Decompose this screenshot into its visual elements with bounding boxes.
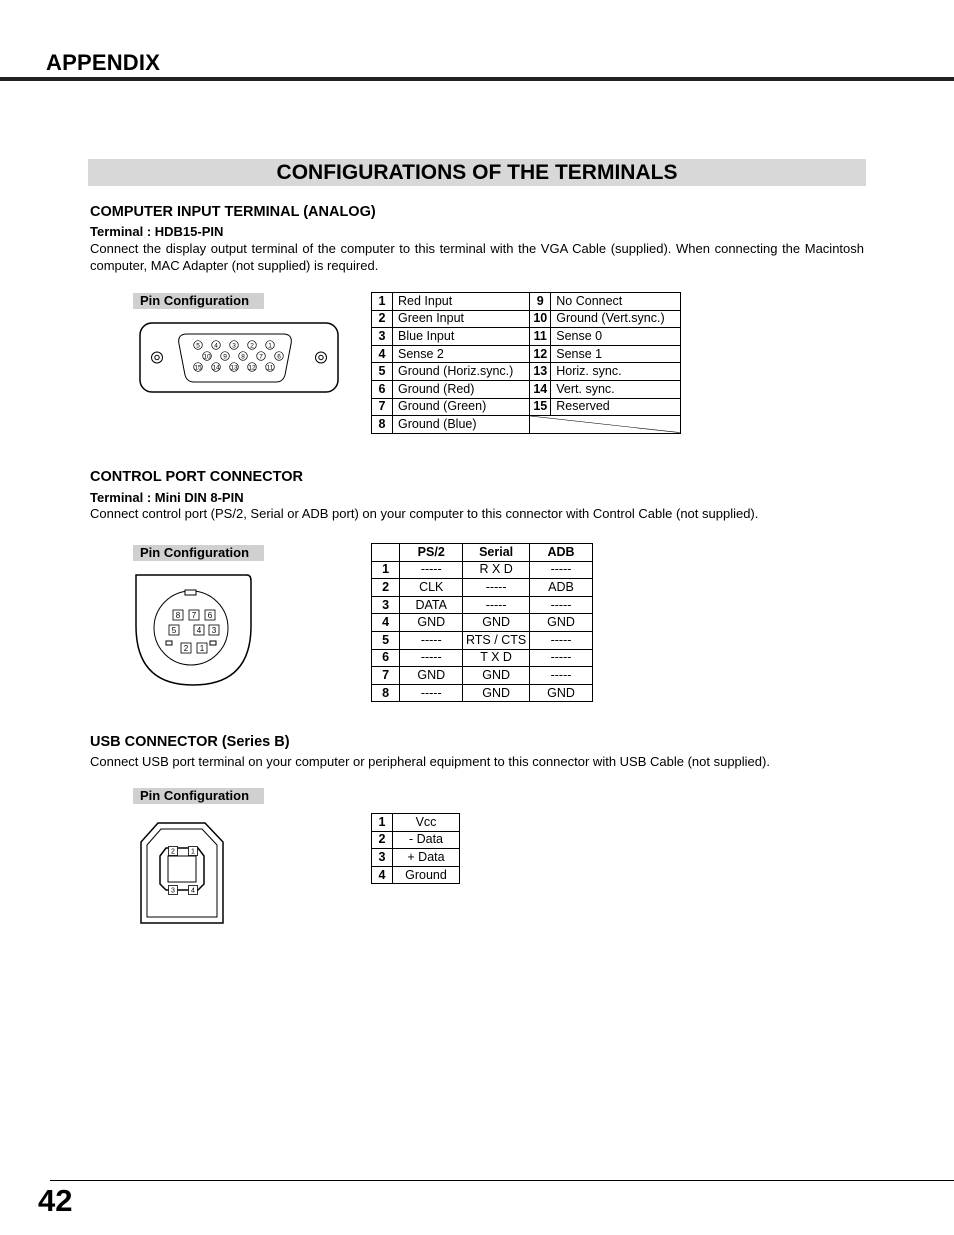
connector-pin-label: 2 [250,342,254,350]
pin-number: 7 [372,667,400,685]
table-row [372,380,681,398]
connector-pin-label: 15 [194,364,202,372]
pin-number: 3 [372,328,393,346]
serial-signal: GND [463,667,530,685]
usb-pin-table [371,813,460,884]
table-row [372,328,681,346]
table-row [372,345,681,363]
pin-number: 13 [530,363,551,381]
adb-signal: GND [529,614,592,632]
pin-number: 4 [372,866,393,884]
connector-pin-label: 3 [171,887,175,895]
computer-pin-config-label: Pin Configuration [133,293,264,309]
pin-number: 15 [530,398,551,416]
usb-signal: + Data [393,849,460,867]
serial-signal: GND [463,684,530,702]
connector-pin-label: 8 [241,353,245,361]
hdb15-pin-table [371,292,681,434]
adb-signal: ADB [529,579,592,597]
table-row [372,667,593,685]
table-row [372,596,593,614]
connector-pin-label: 11 [266,364,274,372]
connector-pin-label: 3 [232,342,236,350]
connector-pin-label: 12 [248,364,256,372]
usb-description: Connect USB port terminal on your computer or peripheral equipment to this connector with USB Cable (not supplied). [90,754,770,769]
adb-signal: ----- [529,561,592,579]
pin-signal: Ground (Blue) [393,416,530,434]
connector-pin-label: 5 [196,342,200,350]
pin-number: 4 [372,345,393,363]
table-row [372,649,593,667]
table-row [372,293,681,311]
table-row [372,544,593,562]
pin-signal: Red Input [393,293,530,311]
connector-pin-label: 13 [230,364,238,372]
table-row [372,814,460,832]
pin-number: 4 [372,614,400,632]
adb-signal: ----- [529,667,592,685]
table-corner [372,544,400,562]
table-row [372,416,681,434]
pin-number: 1 [372,561,400,579]
pin-signal: Ground (Horiz.sync.) [393,363,530,381]
table-row [372,614,593,632]
ps2-signal: GND [400,614,463,632]
ps2-signal: ----- [400,649,463,667]
connector-pin-label: 7 [191,611,197,620]
page-number: 42 [38,1183,73,1218]
header-rule [0,77,954,81]
mini-din-pin-table [371,543,593,702]
footer-rule [50,1180,954,1181]
pin-number: 9 [530,293,551,311]
table-row [372,398,681,416]
pin-number: 14 [530,380,551,398]
pin-signal: Ground (Green) [393,398,530,416]
usb-b-connector-diagram [138,820,228,926]
ps2-signal: DATA [400,596,463,614]
table-row [372,561,593,579]
pin-number: 6 [372,649,400,667]
pin-signal: Green Input [393,310,530,328]
serial-signal: RTS / CTS [463,631,530,649]
connector-pin-label: 14 [212,364,220,372]
ps2-signal: GND [400,667,463,685]
pin-number: 1 [372,814,393,832]
connector-pin-label: 3 [211,626,217,635]
usb-heading: USB CONNECTOR (Series B) [90,734,290,750]
empty-cell [530,416,681,434]
connector-pin-label: 8 [175,611,181,620]
column-header: Serial [463,544,530,562]
connector-pin-label: 4 [214,342,218,350]
pin-signal: Reserved [551,398,681,416]
connector-pin-label: 9 [223,353,227,361]
control-pin-config-label: Pin Configuration [133,545,264,561]
pin-signal: Sense 0 [551,328,681,346]
pin-number: 2 [372,831,393,849]
connector-pin-label: 10 [203,353,211,361]
pin-signal: Horiz. sync. [551,363,681,381]
usb-pin-config-label: Pin Configuration [133,788,264,804]
page-title: CONFIGURATIONS OF THE TERMINALS [88,159,866,186]
pin-number: 2 [372,579,400,597]
pin-number: 11 [530,328,551,346]
connector-pin-label: 4 [191,887,195,895]
pin-number: 5 [372,363,393,381]
adb-signal: ----- [529,649,592,667]
connector-pin-label: 2 [171,848,175,856]
control-description: Connect control port (PS/2, Serial or ADB port) on your computer to this connector with Control Cable (not supplied). [90,506,759,521]
pin-signal: Sense 1 [551,345,681,363]
usb-signal: Vcc [393,814,460,832]
pin-number: 7 [372,398,393,416]
pin-number: 2 [372,310,393,328]
column-header: PS/2 [400,544,463,562]
adb-signal: ----- [529,631,592,649]
table-row [372,866,460,884]
connector-pin-label: 1 [268,342,272,350]
pin-signal: Ground (Vert.sync.) [551,310,681,328]
adb-signal: GND [529,684,592,702]
table-row [372,684,593,702]
connector-pin-label: 6 [207,611,213,620]
control-port-heading: CONTROL PORT CONNECTOR [90,469,303,485]
section-header: APPENDIX [46,50,161,75]
connector-pin-label: 4 [196,626,202,635]
table-row [372,579,593,597]
table-row [372,310,681,328]
ps2-signal: ----- [400,684,463,702]
pin-number: 1 [372,293,393,311]
pin-signal: Vert. sync. [551,380,681,398]
connector-pin-label: 7 [259,353,263,361]
table-row [372,363,681,381]
column-header: ADB [529,544,592,562]
connector-pin-label: 6 [277,353,281,361]
pin-number: 8 [372,684,400,702]
ps2-signal: CLK [400,579,463,597]
usb-signal: - Data [393,831,460,849]
pin-number: 12 [530,345,551,363]
connector-pin-label: 5 [171,626,177,635]
pin-number: 5 [372,631,400,649]
serial-signal: ----- [463,596,530,614]
connector-pin-label: 1 [199,644,205,653]
pin-signal: No Connect [551,293,681,311]
table-row [372,849,460,867]
pin-number: 3 [372,849,393,867]
hdb15-connector-diagram [136,318,342,398]
pin-number: 8 [372,416,393,434]
adb-signal: ----- [529,596,592,614]
pin-signal: Blue Input [393,328,530,346]
connector-pin-label: 2 [183,644,189,653]
computer-terminal-type: Terminal : HDB15-PIN [90,224,224,239]
serial-signal: ----- [463,579,530,597]
pin-number: 3 [372,596,400,614]
serial-signal: GND [463,614,530,632]
control-terminal-type: Terminal : Mini DIN 8-PIN [90,490,244,505]
pin-signal: Ground (Red) [393,380,530,398]
serial-signal: T X D [463,649,530,667]
computer-input-heading: COMPUTER INPUT TERMINAL (ANALOG) [90,204,376,220]
usb-signal: Ground [393,866,460,884]
mini-din-connector-diagram [134,571,254,689]
ps2-signal: ----- [400,631,463,649]
pin-number: 10 [530,310,551,328]
empty-cell-diagonal [530,416,680,433]
computer-description: Connect the display output terminal of the computer to this terminal with the VGA Cable (supplied). When connecting the Macintosh computer, MAC Adapter (not supplied) is required. [90,241,864,273]
pin-signal: Sense 2 [393,345,530,363]
table-row [372,831,460,849]
pin-number: 6 [372,380,393,398]
table-row [372,631,593,649]
connector-pin-label: 1 [191,848,195,856]
serial-signal: R X D [463,561,530,579]
ps2-signal: ----- [400,561,463,579]
